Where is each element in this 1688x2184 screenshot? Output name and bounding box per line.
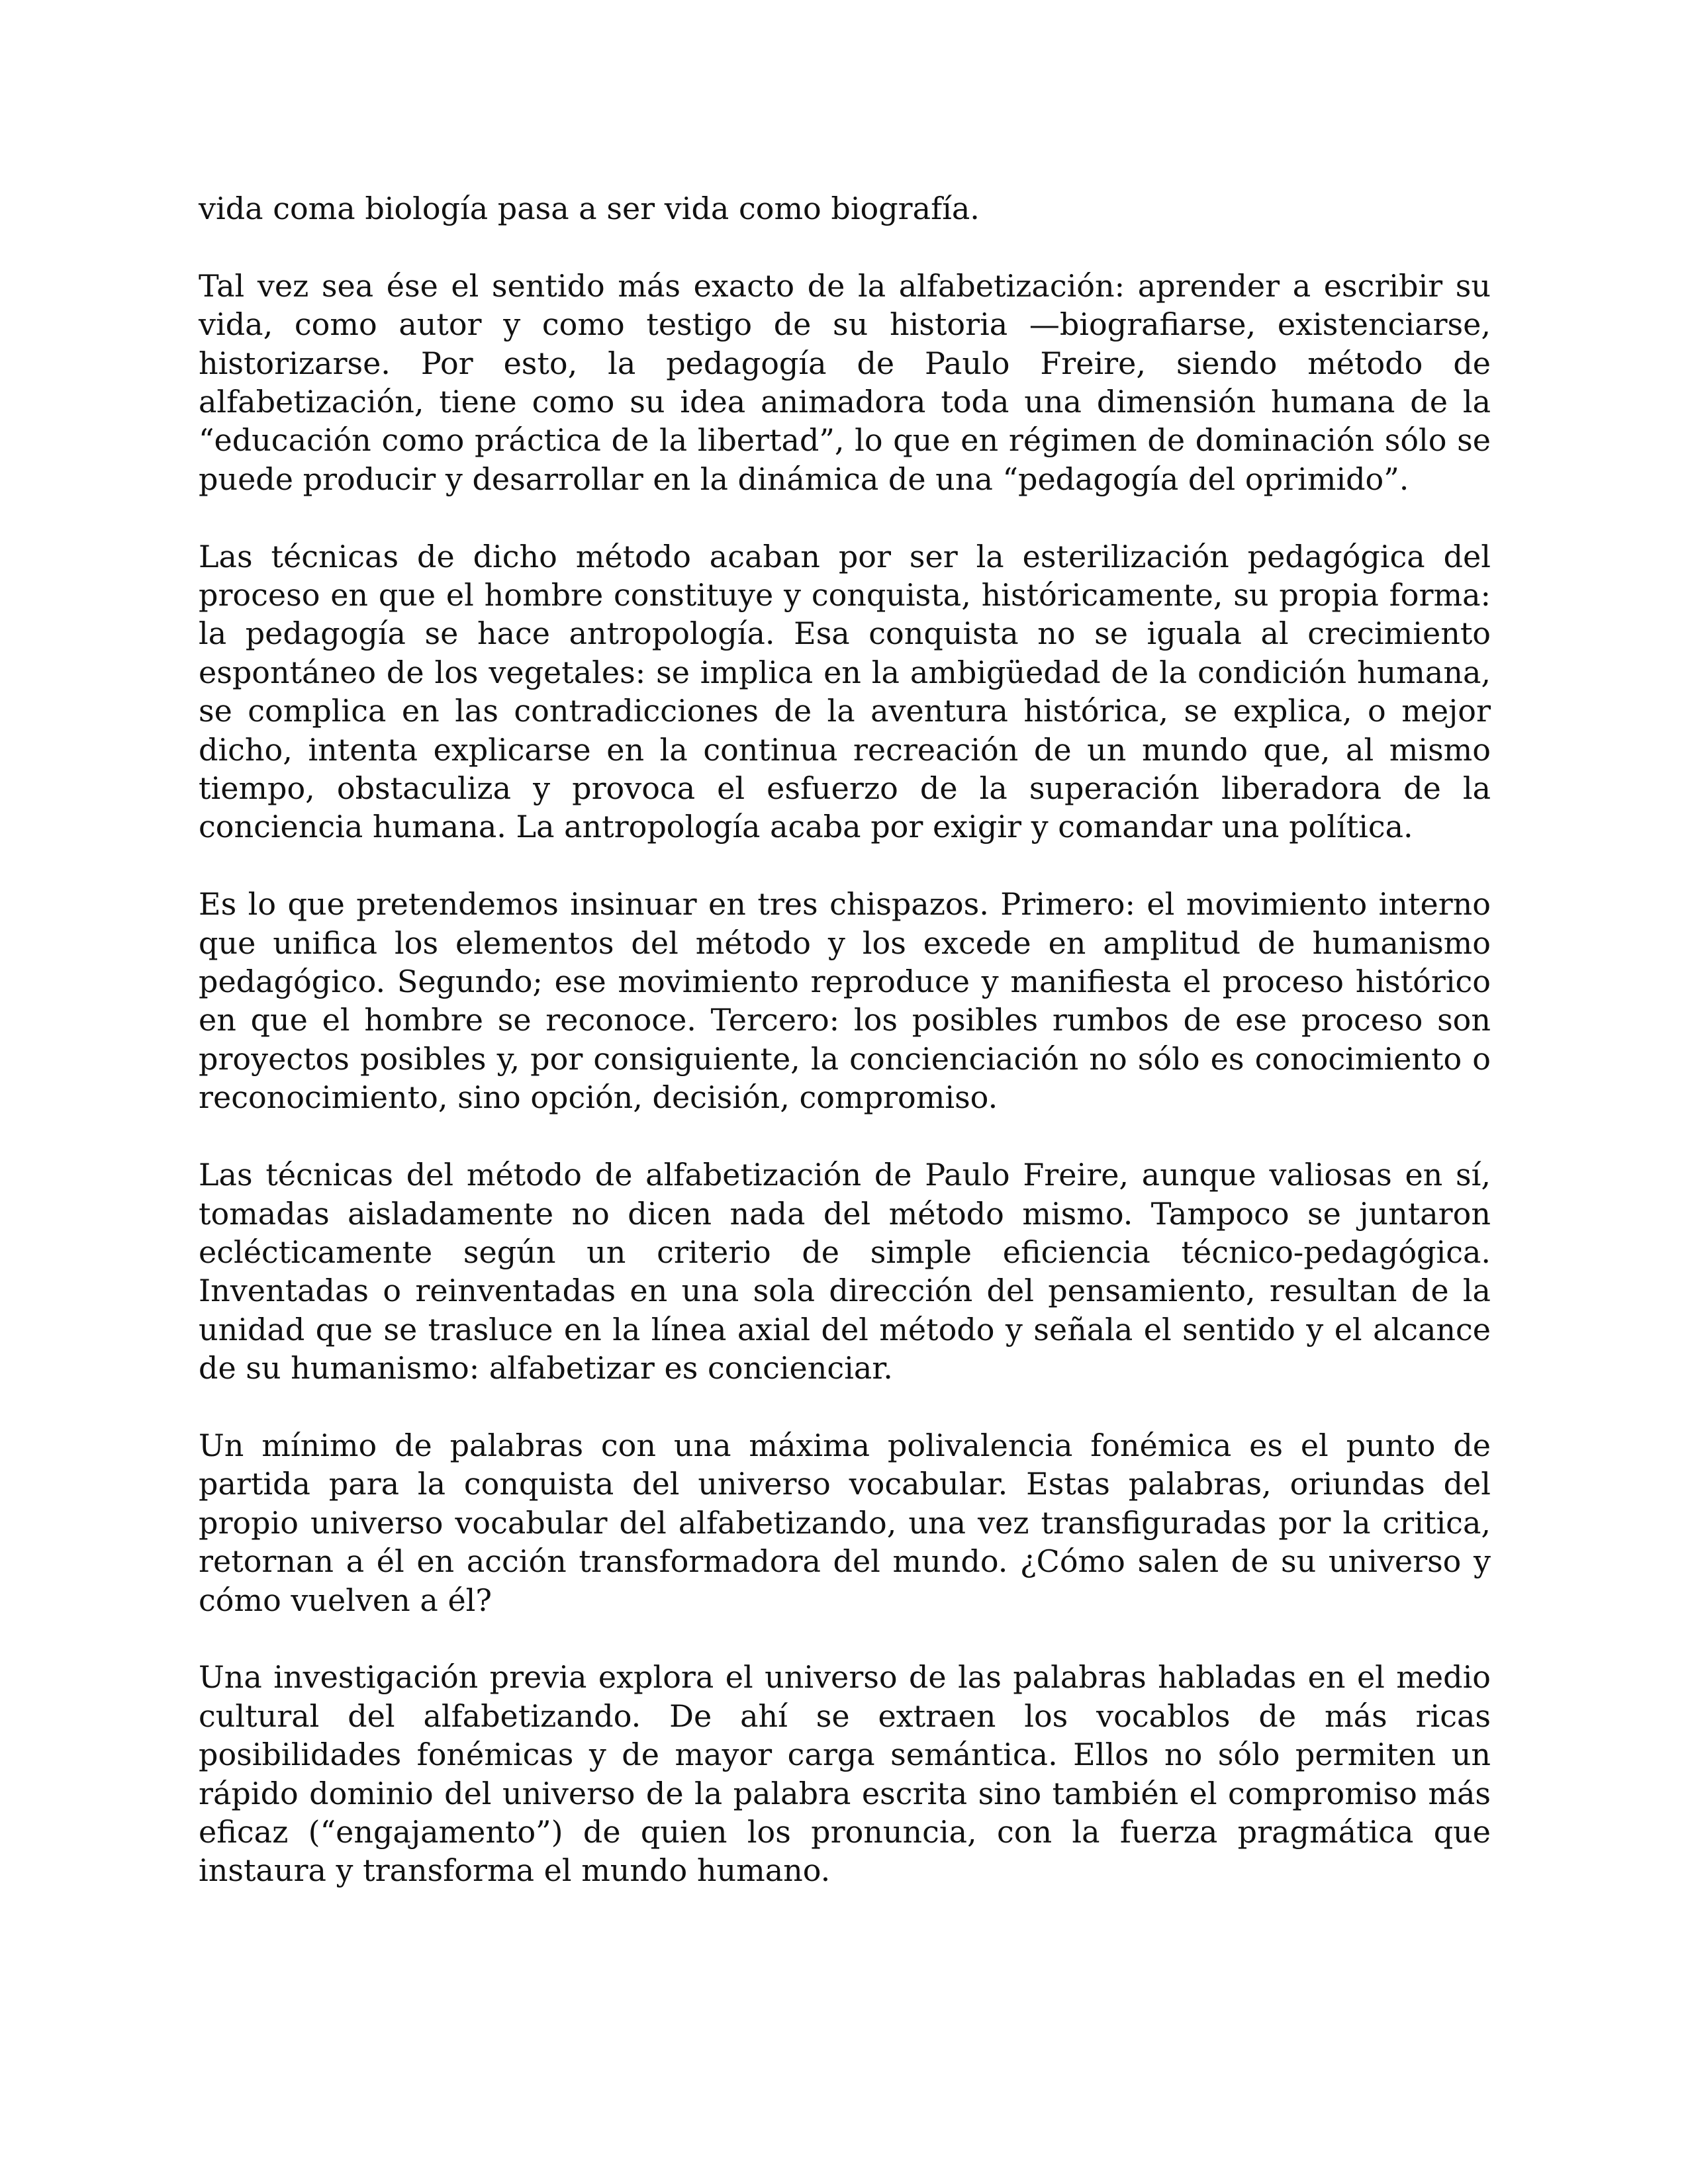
paragraph-1: vida coma biología pasa a ser vida como biografía. <box>199 191 980 226</box>
paragraph-5: Las técnicas del método de alfabetización de Paulo Freire, aunque valiosas en sí, tomadas aisladamente no dicen nada del método mismo. Tampoco se juntaron eclécticamente según un criterio de simple eficiencia técnico-pedagógica. Inventadas o reinventadas en una sola dirección del pensamiento, resultan de la unidad que se trasluce en la línea axial del método y señala el sentido y el alcance de su humanismo: alfabetizar es concienciar. <box>199 1157 1491 1387</box>
paragraph-7: Una investigación previa explora el universo de las palabras habladas en el medio cultural del alfabetizando. De ahí se extraen los vocablos de más ricas posibilidades fonémicas y de mayor carga semántica. Ellos no sólo permiten un rápido dominio del universo de la palabra escrita sino también el compromiso más eficaz (“engajamento”) de quien los pronuncia, con la fuerza pragmática que instaura y transforma el mundo humano. <box>199 1659 1491 1889</box>
paragraph-6: Un mínimo de palabras con una máxima polivalencia fonémica es el punto de partida para la conquista del universo vocabular. Estas palabras, oriundas del propio universo vocabular del alfabetizando, una vez transfiguradas por la critica, retornan a él en acción transformadora del mundo. ¿Cómo salen de su universo y cómo vuelven a él? <box>199 1427 1491 1618</box>
paragraph-3: Las técnicas de dicho método acaban por ser la esterilización pedagógica del proceso en que el hombre constituye y conquista, históricamente, su propia forma: la pedagogía se hace antropología. Esa conquista no se iguala al crecimiento espontáneo de los vegetales: se implica en la ambigüedad de la condición humana, se complica en las contradicciones de la aventura histórica, se explica, o mejor dicho, intenta explicarse en la continua recreación de un mundo que, al mismo tiempo, obstaculiza y provoca el esfuerzo de la superación liberadora de la conciencia humana. La antropología acaba por exigir y comandar una política. <box>199 538 1491 845</box>
document-page <box>199 189 1491 1929</box>
paragraph-4: Es lo que pretendemos insinuar en tres chispazos. Primero: el movimiento interno que unifica los elementos del método y los excede en amplitud de humanismo pedagógico. Segundo; ese movimiento reproduce y manifiesta el proceso histórico en que el hombre se reconoce. Tercero: los posibles rumbos de ese proceso son proyectos posibles y, por consiguiente, la concienciación no sólo es conocimiento o reconocimiento, sino opción, decisión, compromiso. <box>199 886 1491 1116</box>
paragraph-2: Tal vez sea ése el sentido más exacto de la alfabetización: aprender a escribir su vida, como autor y como testigo de su historia —biografiarse, existenciarse, historizarse. Por esto, la pedagogía de Paulo Freire, siendo método de alfabetización, tiene como su idea animadora toda una dimensión humana de la “educación como práctica de la libertad”, lo que en régimen de dominación sólo se puede producir y desarrollar en la dinámica de una “pedagogía del oprimido”. <box>199 267 1491 497</box>
